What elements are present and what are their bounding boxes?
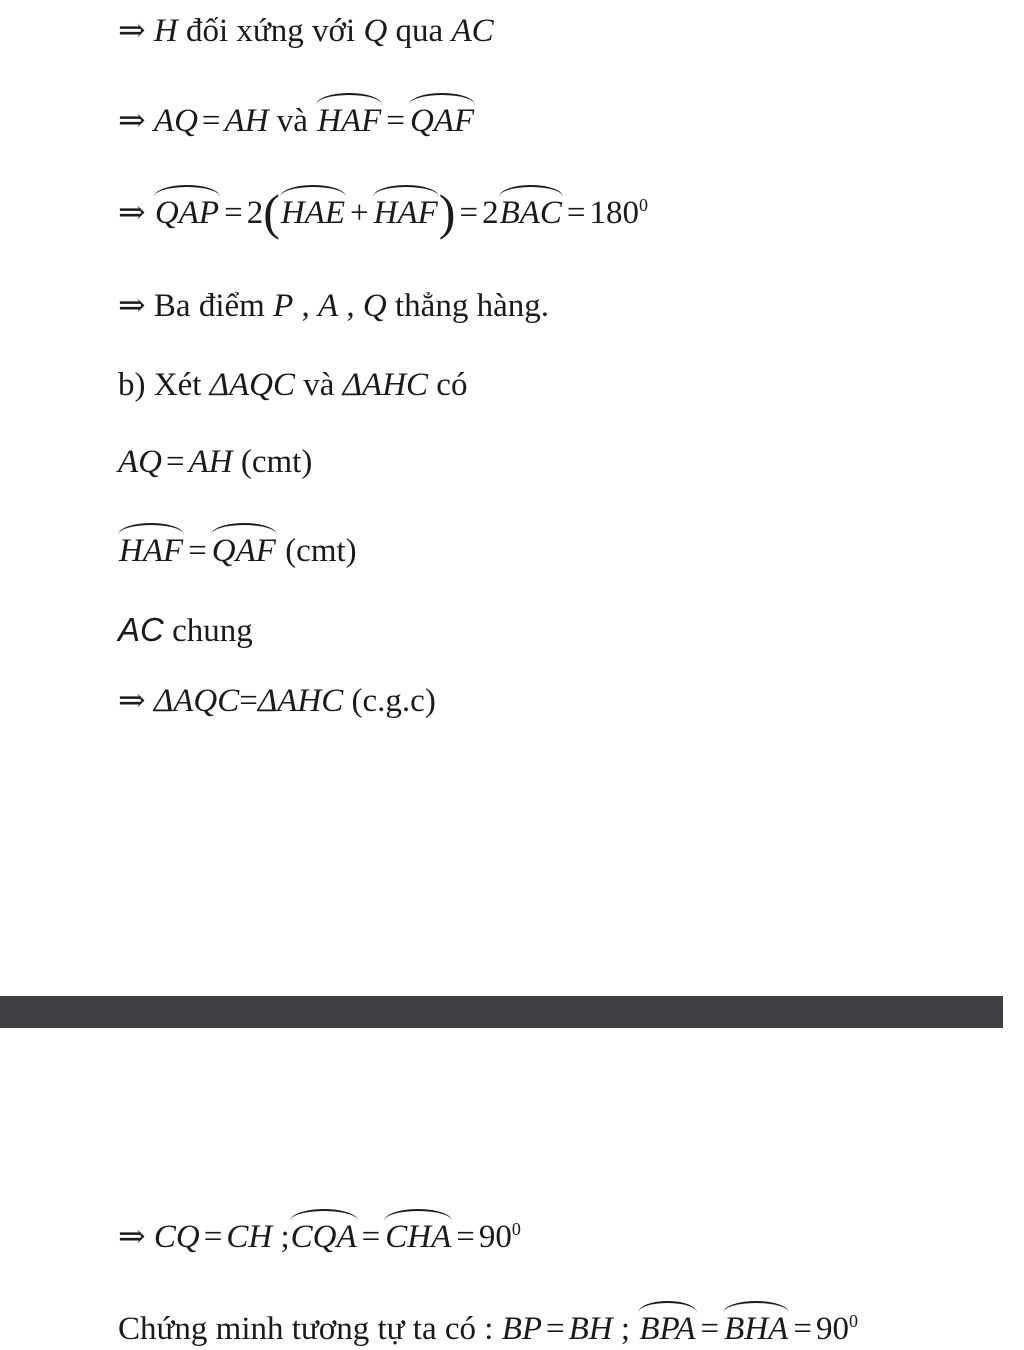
equals: = [566, 195, 586, 231]
equals: = [166, 444, 185, 480]
separator-bar [0, 996, 1003, 1028]
equals: = [793, 1311, 812, 1347]
line-similarly [118, 1310, 858, 1350]
angle: QAP [154, 194, 220, 234]
text: b) Xét [118, 367, 210, 403]
line-cq-ch [118, 1218, 521, 1258]
equals: = [224, 195, 243, 231]
text: Chứng minh tương tự ta có : [118, 1311, 502, 1347]
line-congruent [118, 682, 436, 722]
segment-ac: AC [451, 13, 494, 49]
equals: = [546, 1311, 565, 1347]
text: Ba điểm [145, 288, 274, 324]
equals: = [386, 103, 405, 139]
implies-arrow: ⇒ [118, 13, 146, 49]
text: chung [163, 613, 253, 649]
angle: HAF [316, 102, 382, 142]
triangle: ΔAHC [342, 367, 429, 403]
equals: = [361, 1219, 381, 1255]
implies-arrow: ⇒ [118, 195, 146, 231]
angle: HAF [118, 532, 184, 572]
text-qua: qua [387, 13, 452, 49]
implies-arrow: ⇒ [118, 683, 146, 719]
segment: BH [568, 1311, 613, 1347]
equals: = [201, 103, 221, 139]
equals: = [456, 1219, 475, 1255]
triangle: ΔAQC [209, 367, 296, 403]
coefficient: 2 [482, 195, 499, 231]
equals: = [203, 1219, 223, 1255]
equals: = [700, 1311, 720, 1347]
angle: CQA [290, 1218, 358, 1258]
segment: AQ [153, 103, 198, 139]
semicolon: ; [612, 1311, 639, 1347]
angle: BHA [723, 1310, 789, 1350]
segment: AH [224, 103, 269, 139]
coefficient: 2 [246, 195, 264, 231]
line-angle-sum [118, 184, 649, 240]
angle: HAE [280, 194, 346, 234]
note: (c.g.c) [343, 683, 436, 719]
text: thẳng hàng. [386, 288, 549, 324]
angle: BPA [638, 1310, 696, 1350]
point-a: A [317, 288, 339, 324]
number: 180 [589, 195, 640, 231]
triangle: ΔAQC [153, 683, 240, 719]
note: (cmt) [276, 533, 357, 569]
comma: , [293, 288, 318, 324]
angle: QAF [409, 102, 475, 142]
implies-arrow: ⇒ [118, 103, 146, 139]
var-h: H [153, 13, 178, 49]
comma: , [338, 288, 363, 324]
plus: + [350, 195, 369, 231]
angle: CHA [384, 1218, 452, 1258]
number: 90 [815, 1311, 849, 1347]
angle: BAC [499, 194, 563, 234]
triangle: ΔAHC [257, 683, 344, 719]
degree: 0 [848, 1311, 858, 1331]
segment: BP [501, 1311, 543, 1347]
var-q: Q [363, 13, 388, 49]
semicolon: ; [272, 1219, 290, 1255]
degree: 0 [639, 195, 649, 215]
note: (cmt) [232, 444, 313, 480]
segment: AQ [118, 444, 162, 480]
angle: HAF [373, 194, 439, 234]
degree: 0 [511, 1219, 521, 1239]
segment: CH [226, 1219, 273, 1255]
line-aq-ah-cmt [118, 443, 312, 483]
equals: = [188, 533, 207, 569]
line-aq-eq-ah [118, 102, 475, 142]
angle: QAF [211, 532, 277, 572]
text: đối xứng với [177, 13, 364, 49]
right-paren: ) [438, 184, 456, 240]
text-va: và [295, 367, 343, 403]
equals: = [239, 683, 258, 719]
line-angle-cmt [118, 532, 357, 572]
implies-arrow: ⇒ [118, 1219, 146, 1255]
implies-arrow: ⇒ [118, 288, 146, 324]
number: 90 [478, 1219, 512, 1255]
point-q: Q [362, 288, 387, 324]
line-part-b [118, 366, 467, 406]
left-paren: ( [263, 184, 280, 240]
point-p: P [273, 288, 294, 324]
line-h-symmetric-q [118, 12, 494, 52]
equals: = [459, 195, 479, 231]
line-collinear [118, 287, 549, 327]
segment: CQ [153, 1219, 200, 1255]
segment: AH [188, 444, 233, 480]
segment-ac: AC [118, 611, 164, 648]
text-va: và [268, 103, 317, 139]
text-co: có [428, 367, 468, 403]
line-ac-common [118, 610, 253, 652]
